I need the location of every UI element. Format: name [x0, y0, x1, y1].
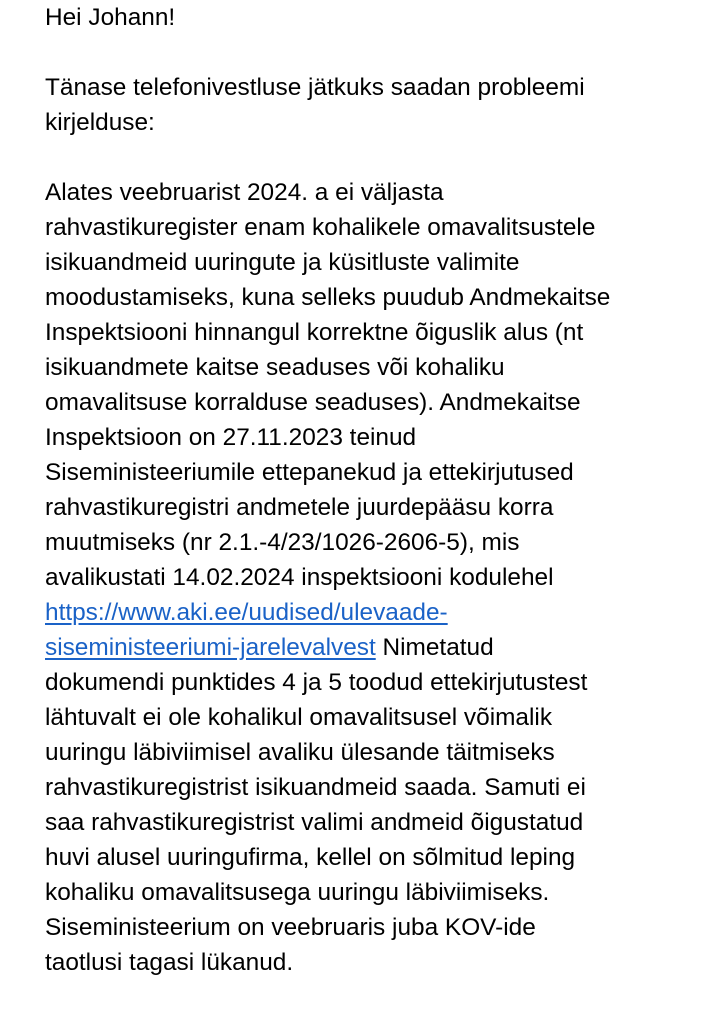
text-line: moodustamiseks, kuna selleks puudub Andmekaitse [45, 284, 611, 311]
text-line: saa rahvastikuregistrist valimi andmeid õigustatud [45, 809, 584, 836]
link-text-part-1: https://www.aki.ee/uudised/ulevaade- [45, 599, 448, 626]
text-line: Siseministeerium on veebruaris juba KOV-ide [45, 914, 536, 941]
email-body [45, 0, 717, 980]
paragraph-gap [45, 140, 717, 175]
link-line [45, 630, 717, 665]
text-line: omavalitsuse korralduse seaduses). Andmekaitse [45, 389, 581, 416]
text-line: isikuandmete kaitse seaduses või kohaliku [45, 354, 505, 381]
text-line: taotlusi tagasi lükanud. [45, 949, 294, 976]
text-line: huvi alusel uuringufirma, kellel on sõlmitud leping [45, 844, 576, 871]
text-line: muutmiseks (nr 2.1.-4/23/1026-2606-5), mis [45, 529, 520, 556]
text-line: lähtuvalt ei ole kohalikul omavalitsusel võimalik [45, 704, 553, 731]
text-after-link: Nimetatud [375, 634, 494, 661]
text-line: kohaliku omavalitsusega uuringu läbiviimiseks. [45, 879, 550, 906]
text-line: dokumendi punktides 4 ja 5 toodud ettekirjutustest [45, 669, 588, 696]
link-text-part-2: siseministeeriumi-jarelevalvest [45, 634, 376, 661]
text-line: rahvastikuregistrist isikuandmeid saada. Samuti ei [45, 774, 586, 801]
link-line [45, 595, 717, 630]
aki-news-link-continued[interactable] [45, 634, 376, 661]
text-line: Inspektsioon on 27.11.2023 teinud [45, 424, 417, 451]
text-line: Inspektsiooni hinnangul korrektne õiguslik alus (nt [45, 319, 584, 346]
text-line: rahvastikuregister enam kohalikele omavalitsustele [45, 214, 596, 241]
text-line: Alates veebruarist 2024. a ei väljasta [45, 179, 444, 206]
main-paragraph [45, 175, 717, 980]
text-line: Tänase telefonivestluse jätkuks saadan probleemi [45, 74, 585, 101]
paragraph-gap [45, 35, 717, 70]
text-line: avalikustati 14.02.2024 inspektsiooni kodulehel [45, 564, 554, 591]
greeting: Hei Johann! [45, 4, 176, 31]
text-line: rahvastikuregistri andmetele juurdepääsu korra [45, 494, 554, 521]
intro-paragraph [45, 70, 717, 140]
aki-news-link[interactable] [45, 599, 448, 626]
text-line: kirjelduse: [45, 109, 155, 136]
text-line: Siseministeeriumile ettepanekud ja ettekirjutused [45, 459, 574, 486]
text-line: isikuandmeid uuringute ja küsitluste valimite [45, 249, 520, 276]
text-line: uuringu läbiviimisel avaliku ülesande täitmiseks [45, 739, 555, 766]
